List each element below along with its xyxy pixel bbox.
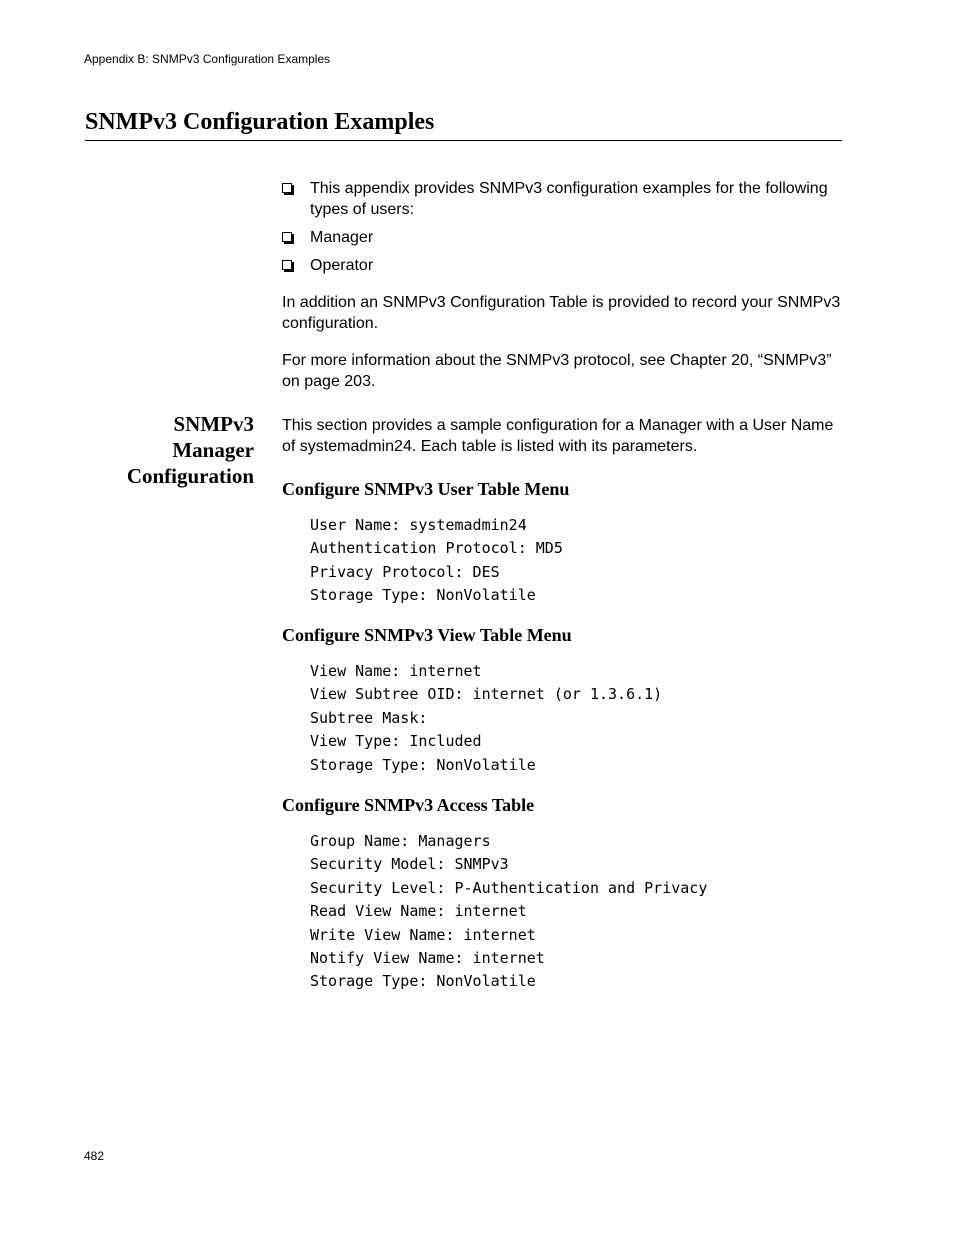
- section-heading: [127, 411, 254, 489]
- title-rule: [85, 140, 842, 141]
- code-line: Group Name: Managers: [310, 832, 491, 850]
- page-title: SNMPv3 Configuration Examples: [85, 109, 435, 135]
- page-number: 482: [84, 1149, 105, 1163]
- code-line: View Type: Included: [310, 732, 482, 751]
- running-header: Appendix B: SNMPv3 Configuration Examples: [84, 52, 331, 66]
- bullet-text: Manager: [310, 229, 374, 246]
- user-table-heading: Configure SNMPv3 User Table Menu: [282, 479, 570, 499]
- code-line: Subtree Mask:: [310, 708, 428, 727]
- view-table-heading: Configure SNMPv3 View Table Menu: [282, 625, 572, 645]
- code-line: Read View Name: internet: [310, 902, 527, 921]
- code-line: Write View Name: internet: [310, 925, 536, 944]
- code-line: View Subtree OID: internet (or 1.3.6.1): [310, 685, 663, 704]
- code-line: User Name: systemadmin24: [310, 516, 527, 534]
- intro-bullet-list: [282, 178, 842, 283]
- code-line: Authentication Protocol: MD5: [310, 539, 563, 558]
- section-heading-line: Configuration: [126, 464, 254, 488]
- code-line: Storage Type: NonVolatile: [310, 586, 536, 605]
- access-table-heading: Configure SNMPv3 Access Table: [282, 795, 535, 815]
- bullet-item: [282, 227, 842, 248]
- section-intro: This section provides a sample configuration for a Manager with a User Name of systemadmin24. Each table is listed with its parameters.: [282, 417, 834, 455]
- section-heading-line: Manager: [172, 438, 254, 462]
- code-line: Notify View Name: internet: [310, 948, 545, 967]
- access-table-code-block: [310, 830, 707, 994]
- bullet-item: [282, 255, 842, 276]
- code-line: Security Level: P-Authentication and Privacy: [310, 878, 708, 897]
- code-line: Security Model: SNMPv3: [310, 855, 509, 874]
- user-table-code-block: [310, 514, 563, 608]
- bullet-item: [282, 178, 842, 220]
- view-table-code-block: [310, 660, 662, 777]
- code-line: View Name: internet: [310, 662, 482, 680]
- paragraph-config-table: In addition an SNMPv3 Configuration Table is provided to record your SNMPv3 configuration.: [282, 294, 841, 332]
- code-line: Privacy Protocol: DES: [310, 562, 500, 581]
- section-heading-line: SNMPv3: [173, 412, 254, 436]
- bullet-text: Operator: [310, 257, 374, 274]
- checkbox-bullet-icon: [282, 232, 292, 242]
- bullet-text: This appendix provides SNMPv3 configuration examples for the following types of users:: [310, 180, 828, 218]
- paragraph-more-info: For more information about the SNMPv3 protocol, see Chapter 20, “SNMPv3” on page 203.: [282, 352, 832, 390]
- checkbox-bullet-icon: [282, 183, 292, 193]
- code-line: Storage Type: NonVolatile: [310, 972, 536, 991]
- checkbox-bullet-icon: [282, 260, 292, 270]
- code-line: Storage Type: NonVolatile: [310, 755, 536, 774]
